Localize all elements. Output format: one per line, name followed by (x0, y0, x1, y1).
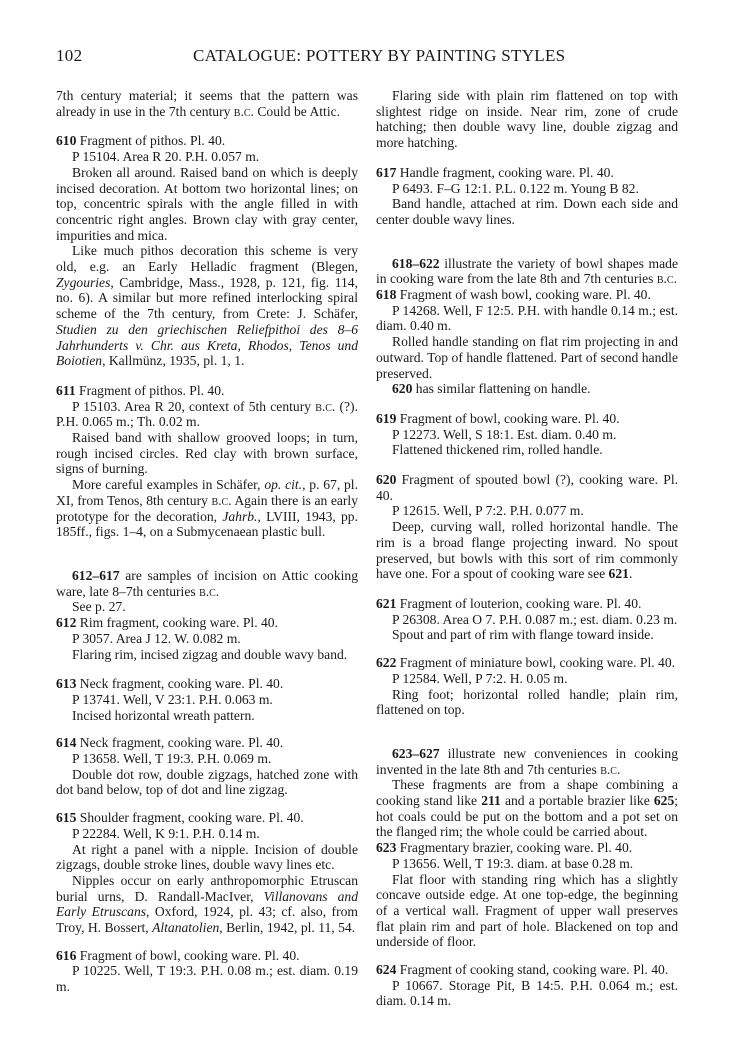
catalogue-entry (56, 948, 358, 995)
running-head: CATALOGUE: POTTERY BY PAINTING STYLES (193, 46, 566, 65)
paragraph (56, 735, 358, 751)
text-run: See p. 27. (72, 599, 126, 615)
text-run: illustrate the variety of bowl shapes made in cooking ware from the late 8th and 7th centuries (376, 255, 678, 287)
text-run: 7th century material; it seems that the pattern was already in use in the 7th century (56, 88, 358, 119)
paragraph (376, 596, 678, 612)
paragraph (376, 519, 678, 582)
paragraph (56, 615, 358, 631)
paragraph (56, 676, 358, 692)
entry-number: 610 (56, 133, 77, 149)
entry-number: 620 (376, 472, 397, 488)
text-run: Handle fragment, cooking ware. Pl. 40. (396, 164, 614, 180)
text-run: Again there is an early prototype for the decoration, (56, 492, 358, 524)
text-run: Fragment of cooking stand, cooking ware. Pl. 40. (396, 962, 669, 978)
text-run: These fragments are from a shape combining a cooking stand like (376, 777, 678, 809)
entry-number: 622 (376, 655, 397, 671)
catalogue-entry (56, 676, 358, 723)
paragraph (56, 963, 358, 994)
italic-title: Studien zu den griechischen Reliefpithoi des 8–6 Jahrhunderts v. Chr. aus Kreta, Rhodos, Tenos und Boiotien (56, 321, 358, 369)
text-run: P 12273. Well, S 18:1. Est. diam. 0.40 m. (392, 426, 617, 442)
text-run: Nipples occur on early anthropomorphic Etruscan burial urns, D. Randall-MacIver, (56, 872, 358, 904)
paragraph (56, 477, 358, 540)
catalogue-entry (376, 746, 678, 950)
entry-number: 613 (56, 676, 77, 692)
text-run: Could be Attic. (253, 103, 341, 119)
paragraph (56, 692, 358, 708)
catalogue-entry (376, 256, 678, 397)
paragraph (376, 427, 678, 443)
catalogue-entry (56, 133, 358, 369)
italic-title: op. cit. (264, 477, 303, 493)
text-run: Band handle, attached at rim. Down each side and center double wavy lines. (376, 196, 678, 227)
text-run: P 10225. Well, T 19:3. P.H. 0.08 m.; est. diam. 0.19 m. (56, 963, 358, 995)
text-run: Neck fragment, cooking ware. Pl. 40. (76, 735, 284, 751)
paragraph (376, 627, 678, 643)
catalogue-entry (56, 88, 358, 119)
text-run: P 14268. Well, F 12:5. P.H. with handle 0.14 m.; est. diam. 0.40 m. (376, 302, 678, 334)
paragraph (56, 399, 358, 430)
text-run: Broken all around. Raised band on which is deeply incised decoration. At bottom two horizontal lines; on top, concentric spirals with the angle filled in with concentric right angles. Brown clay with gray center, impurities and mica. (56, 164, 358, 243)
paragraph (376, 962, 678, 978)
text-run: , p. 67, pl. XI, from Tenos, 8th century (56, 477, 358, 508)
text-run: P 26308. Area O 7. P.H. 0.087 m.; est. diam. 0.23 m. (392, 611, 678, 627)
text-run: Ring foot; horizontal rolled handle; plain rim, flattened on top. (376, 686, 678, 718)
left-column (56, 88, 358, 995)
italic-title: Villanovans and Early Etruscans (56, 888, 358, 920)
paragraph (376, 671, 678, 687)
paragraph (56, 767, 358, 798)
paragraph (56, 842, 358, 873)
text-run: illustrate new conveniences in cooking invented in the late 8th and 7th centuries (376, 745, 678, 777)
italic-title: Jahrb. (222, 508, 258, 524)
catalogue-entry (376, 472, 678, 582)
paragraph (56, 599, 358, 615)
entry-number: 614 (56, 735, 77, 751)
paragraph (376, 381, 678, 397)
paragraph (56, 568, 358, 599)
text-run: Shoulder fragment, cooking ware. Pl. 40. (76, 810, 304, 826)
text-run: (?). P.H. 0.065 m.; Th. 0.02 m. (56, 398, 358, 430)
text-run: Deep, curving wall, rolled horizontal handle. The rim is a broad flange projecting inward. No spout preserved, but bowls with this sort of rim commonly have one. For a spout of cooking ware see (376, 519, 678, 582)
paragraph (376, 503, 678, 519)
text-run: , LVIII, 1943, pp. 185ff., figs. 1–4, on a Submycenaean plastic bull. (56, 508, 358, 540)
paragraph (376, 334, 678, 381)
entry-number: 618 (376, 287, 397, 303)
entry-number: 611 (56, 382, 76, 398)
text-run: b.c. (211, 492, 232, 508)
text-run: Flaring side with plain rim flattened on top with slightest ridge on inside. Near rim, zone of crude hatching; then double wavy line, double zigzag and more hatching. (376, 88, 678, 151)
catalogue-entry (376, 596, 678, 643)
entry-number: 615 (56, 810, 77, 826)
text-run: Neck fragment, cooking ware. Pl. 40. (76, 676, 284, 692)
text-run: and a portable brazier like (500, 793, 654, 809)
paragraph (56, 133, 358, 149)
catalogue-entry (376, 655, 678, 718)
text-run: , Oxford, 1924, pl. 43; cf. also, from Troy, H. Bossert, (56, 904, 358, 936)
text-run: P 12584. Well, P 7:2. H. 0.05 m. (392, 670, 568, 686)
text-run: P 3057. Area J 12. W. 0.082 m. (72, 630, 241, 646)
text-run: Fragment of wash bowl, cooking ware. Pl. 40. (396, 287, 651, 303)
text-run: More careful examples in Schäfer, (72, 477, 265, 493)
paragraph (376, 165, 678, 181)
paragraph (376, 472, 678, 503)
text-run: Fragment of pithos. Pl. 40. (75, 382, 225, 398)
paragraph (376, 840, 678, 856)
text-run: Fragment of miniature bowl, cooking ware. Pl. 40. (396, 655, 676, 671)
italic-title: Zygouries (56, 274, 111, 290)
text-run: P 6493. F–G 12:1. P.L. 0.122 m. Young B 82. (392, 180, 639, 196)
text-run: has similar flattening on handle. (412, 381, 591, 397)
text-run: Fragmentary brazier, cooking ware. Pl. 40. (396, 840, 633, 856)
text-run: , Cambridge, Mass., 1928, p. 121, fig. 114, no. 6). A similar but more refined interlocking spiral scheme of the 7th century, from Crete: J. Schäfer, (56, 274, 358, 322)
text-run: Raised band with shallow grooved loops; in turn, rough incised circles. Red clay with brown surface, signs of burning. (56, 430, 358, 477)
page-number: 102 (56, 46, 83, 65)
paragraph (56, 88, 358, 119)
entry-number: 617 (376, 164, 397, 180)
text-run: Spout and part of rim with flange toward inside. (392, 627, 654, 643)
paragraph (56, 243, 358, 369)
text-run: , Berlin, 1942, pl. 11, 54. (219, 920, 356, 936)
text-run: b.c. (656, 271, 677, 287)
paragraph (376, 181, 678, 197)
paragraph (56, 430, 358, 477)
catalogue-entry (56, 615, 358, 662)
right-column (376, 88, 678, 1009)
paragraph (56, 708, 358, 724)
entry-number: 625 (653, 793, 675, 809)
text-run: are samples of incision on Attic cooking ware, late 8–7th centuries (56, 567, 358, 599)
text-run: Flat floor with standing ring which has a slightly concave outside edge. At one top-edge, the beginning of a vertical wall. Fragment of upper wall preserves flat plain rim and part of hole. Blackened on top and underside of floor. (376, 871, 678, 950)
catalogue-entry (376, 165, 678, 228)
paragraph (376, 856, 678, 872)
paragraph (56, 948, 358, 964)
paragraph (56, 383, 358, 399)
text-run: , Kallmünz, 1935, pl. 1, 1. (102, 353, 245, 369)
paragraph (56, 647, 358, 663)
catalogue-entry (376, 962, 678, 1009)
entry-number: 621 (376, 595, 397, 611)
paragraph (56, 751, 358, 767)
paragraph (376, 687, 678, 718)
text-run: P 13741. Well, V 23:1. P.H. 0.063 m. (72, 691, 273, 707)
text-run: b.c. (199, 583, 220, 599)
text-run: P 15104. Area R 20. P.H. 0.057 m. (72, 149, 260, 165)
catalogue-entry (56, 383, 358, 540)
paragraph (376, 872, 678, 951)
text-run: Fragment of spouted bowl (?), cooking ware. Pl. 40. (376, 472, 678, 503)
entry-number: 619 (376, 410, 397, 426)
paragraph (376, 256, 678, 287)
text-run: Fragment of bowl, cooking ware. Pl. 40. (76, 947, 300, 963)
entry-number: 211 (481, 793, 501, 809)
paragraph (56, 826, 358, 842)
entry-number: 621 (608, 566, 629, 582)
italic-title: Altanatolien (152, 920, 220, 936)
text-run: Incised horizontal wreath pattern. (72, 707, 255, 723)
catalogue-entry (376, 411, 678, 458)
paragraph (376, 196, 678, 227)
entry-number: 612 (56, 615, 77, 631)
text-run: P 15103. Area R 20, context of 5th century (72, 398, 316, 414)
text-run: At right a panel with a nipple. Incision of double zigzags, double stroke lines, double wavy lines etc. (56, 841, 358, 873)
text-run: Flattened thickened rim, rolled handle. (392, 442, 603, 458)
text-run: Flaring rim, incised zigzag and double wavy band. (72, 646, 348, 662)
paragraph (376, 777, 678, 840)
entry-number: 620 (392, 381, 413, 397)
text-run: P 10667. Storage Pit, B 14:5. P.H. 0.064 m.; est. diam. 0.14 m. (376, 977, 678, 1009)
entry-number: 618–622 (392, 255, 440, 271)
entry-number: 623–627 (392, 745, 440, 761)
text-run: Fragment of bowl, cooking ware. Pl. 40. (396, 410, 620, 426)
entry-number: 612–617 (72, 567, 120, 583)
text-run: Fragment of louterion, cooking ware. Pl. 40. (396, 595, 642, 611)
text-run: Rim fragment, cooking ware. Pl. 40. (76, 615, 278, 631)
catalogue-entry (56, 568, 358, 615)
paragraph (376, 411, 678, 427)
paragraph (56, 165, 358, 244)
catalogue-entry (56, 810, 358, 936)
text-run: Like much pithos decoration this scheme is very old, e.g. an Early Helladic fragment (Blegen, (56, 243, 358, 275)
text-run: Fragment of pithos. Pl. 40. (76, 133, 226, 149)
paragraph (376, 88, 678, 151)
paragraph (56, 149, 358, 165)
paragraph (56, 631, 358, 647)
paragraph (376, 746, 678, 777)
paragraph (376, 287, 678, 303)
text-run: P 13658. Well, T 19:3. P.H. 0.069 m. (72, 751, 272, 767)
paragraph (376, 978, 678, 1009)
entry-number: 623 (376, 840, 397, 856)
text-run: P 13656. Well, T 19:3. diam. at base 0.28 m. (392, 855, 634, 871)
paragraph (56, 873, 358, 936)
paragraph (376, 612, 678, 628)
paragraph (56, 810, 358, 826)
text-run: Rolled handle standing on flat rim projecting in and outward. Top of handle flattened. Part of second handle preserved. (376, 334, 678, 381)
text-run: b.c. (233, 103, 254, 119)
paragraph (376, 655, 678, 671)
text-run: P 12615. Well, P 7:2. P.H. 0.077 m. (392, 503, 584, 519)
text-run: . (628, 566, 633, 582)
paragraph (376, 442, 678, 458)
entry-number: 624 (376, 962, 397, 978)
entry-number: 616 (56, 947, 77, 963)
text-run: b.c. (600, 761, 621, 777)
text-run: P 22284. Well, K 9:1. P.H. 0.14 m. (72, 825, 260, 841)
text-run: b.c. (315, 398, 336, 414)
catalogue-entry (376, 88, 678, 151)
paragraph (376, 303, 678, 334)
catalogue-entry (56, 735, 358, 798)
text-run: Double dot row, double zigzags, hatched zone with dot band below, top of dot and line zigzag. (56, 766, 358, 798)
text-run: ; hot coals could be put on the bottom and a pot set on the flanged rim; the whole could be carried about. (376, 793, 679, 840)
